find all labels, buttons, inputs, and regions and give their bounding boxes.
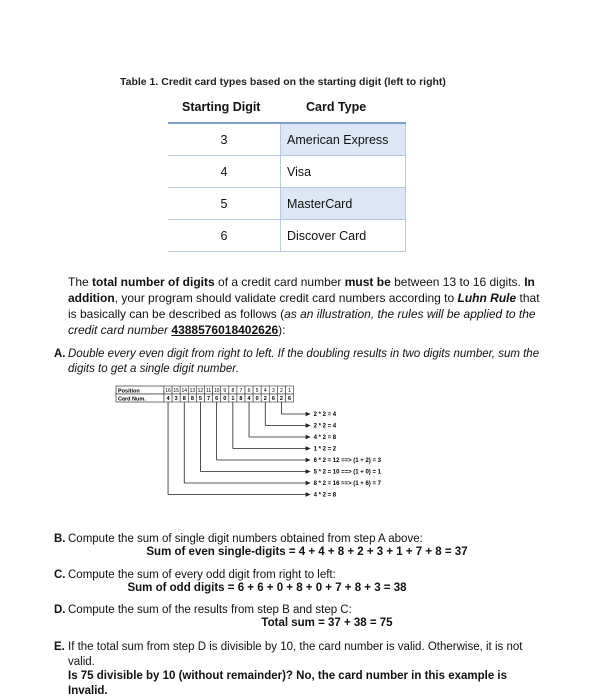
starting-digit-cell: 5 [168, 188, 281, 220]
card-type-cell: Visa [281, 156, 406, 188]
step-d-text: Compute the sum of the results from step B and step C: [68, 604, 352, 616]
position-number: 5 [255, 388, 259, 394]
arrow-head [306, 492, 311, 496]
step-c-label: C. [54, 569, 66, 581]
step-b-label: B. [54, 533, 66, 545]
position-number: 12 [197, 388, 204, 394]
card-digit: 8 [182, 396, 186, 403]
step-b-result: Sum of even single-digits = 4 + 4 + 8 + 2 + 3 + 1 + 7 + 8 = 37 [146, 546, 468, 558]
card-digit: 6 [288, 396, 292, 403]
header-starting-digit: Starting Digit [182, 100, 261, 114]
position-number: 4 [263, 388, 267, 394]
card-digit: 8 [239, 396, 243, 403]
card-digit: 1 [231, 396, 235, 403]
step-b-text: Compute the sum of single digit numbers obtained from step A above: [68, 533, 423, 545]
starting-digit-cell: 3 [168, 123, 281, 156]
card-digit: 3 [174, 396, 178, 403]
step-e-text: If the total sum from step D is divisible by 10, the card number is valid. Otherwise, it is not valid. [68, 641, 523, 668]
step-d-label: D. [54, 604, 66, 616]
step-a-text: Double every even digit from right to left. If the doubling results in two digits number, sum the digits to get a single digit number. [68, 348, 540, 375]
position-number: 9 [223, 388, 227, 394]
card-type-cell: MasterCard [281, 188, 406, 220]
step-c-result: Sum of odd digits = 6 + 6 + 0 + 8 + 0 + 7 + 8 + 3 = 38 [127, 582, 407, 594]
card-digit: 4 [166, 396, 170, 403]
arrow-head [306, 481, 311, 485]
card-digit: 6 [271, 396, 275, 403]
step-d-result: Total sum = 37 + 38 = 75 [261, 617, 393, 629]
card-digit: 6 [215, 396, 219, 403]
doubling-result: 1 * 2 = 2 [313, 446, 337, 453]
table-row [168, 188, 406, 220]
intro-paragraph: The total number of digits of a credit card number must be between 13 to 16 digits. In addition, your program should validate credit card numbers according to Luhn Rule that is basically can be described as follows (as an illustration, the rules will be applied to the credit card number 4388576018402626): [68, 275, 540, 337]
position-number: 11 [205, 388, 212, 394]
doubling-result: 8 * 2 = 16 ==> (1 + 6) = 7 [313, 481, 381, 488]
table-row [168, 156, 406, 188]
example-card-number: 4388576018402626 [171, 323, 279, 337]
doubling-result: 4 * 2 = 8 [313, 435, 337, 442]
starting-digit-cell: 4 [168, 156, 281, 188]
position-number: 14 [181, 388, 188, 394]
step-e-result: Is 75 divisible by 10 (without remainder)? No, the card number in this example is Invalid. [68, 670, 508, 697]
position-number: 16 [165, 388, 171, 394]
arrow-head [306, 412, 311, 416]
card-digit: 2 [279, 396, 283, 403]
position-number: 6 [247, 388, 251, 394]
position-number: 7 [239, 388, 243, 394]
doubling-result: 5 * 2 = 10 ==> (1 + 0) = 1 [313, 469, 381, 476]
doubling-result: 2 * 2 = 4 [313, 412, 337, 419]
table-caption: Table 1. Credit card types based on the starting digit (left to right) [120, 76, 446, 88]
doubling-result: 2 * 2 = 4 [313, 423, 337, 430]
position-number: 15 [173, 388, 179, 394]
starting-digit-cell: 6 [168, 220, 281, 252]
header-card-type: Card Type [306, 100, 367, 114]
card-digit: 7 [207, 396, 211, 403]
card-digit: 5 [198, 396, 202, 403]
position-number: 2 [280, 388, 283, 394]
position-number: 8 [231, 388, 235, 394]
card-type-cell: Discover Card [281, 220, 406, 252]
card-digit: 0 [223, 396, 227, 403]
table-row [168, 220, 406, 252]
arrow-head [306, 446, 311, 450]
card-digit: 8 [190, 396, 194, 403]
position-number: 10 [213, 388, 220, 394]
card-type-table [168, 122, 406, 252]
doubling-result: 6 * 2 = 12 ==> (1 + 2) = 3 [313, 458, 381, 465]
card-digit: 2 [263, 396, 267, 403]
doubling-result: 4 * 2 = 8 [313, 492, 337, 499]
table-row [168, 123, 406, 156]
luhn-diagram [110, 384, 450, 524]
position-label: Position [118, 388, 140, 395]
position-number: 3 [271, 388, 275, 394]
step-e-label: E. [54, 641, 65, 653]
card-digit: 4 [247, 396, 251, 403]
arrow-head [306, 458, 311, 462]
card-digit: 0 [255, 396, 259, 403]
card-type-cell: American Express [281, 123, 406, 156]
position-number: 1 [288, 388, 291, 394]
arrow-head [306, 469, 311, 473]
card-label: Card Num. [118, 396, 146, 403]
arrow-head [306, 423, 311, 427]
step-c-text: Compute the sum of every odd digit from right to left: [68, 569, 336, 581]
arrow-head [306, 435, 311, 439]
step-a-label: A. [54, 348, 66, 360]
position-number: 13 [189, 388, 196, 394]
